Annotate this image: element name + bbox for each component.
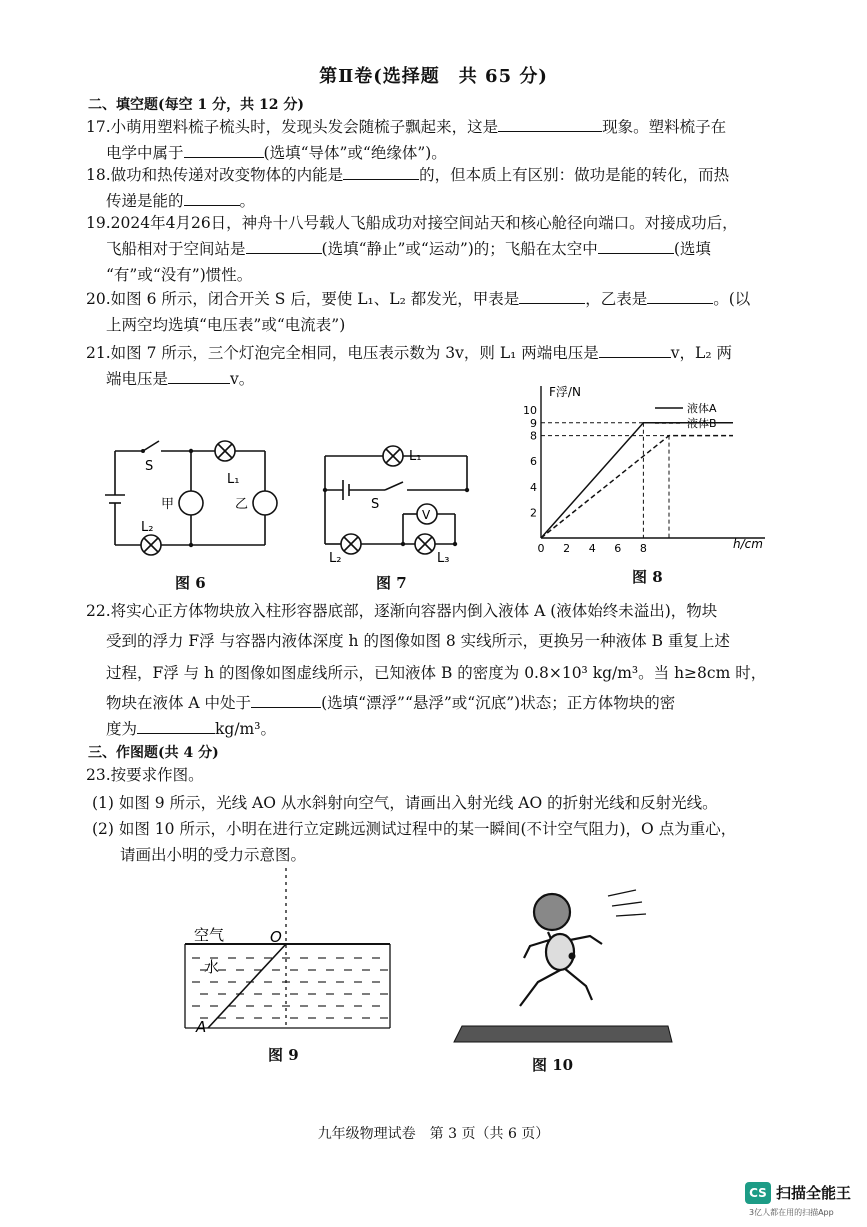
question-23-part2-line2: 请画出小明的受力示意图。 [120, 846, 307, 864]
page-footer: 九年级物理试卷 第 3 页（共 6 页） [317, 1126, 550, 1142]
question-22: 22.将实心正方体物块放入柱形容器底部，逐渐向容器内倒入液体 A (液体始终未溢出)，物块 [86, 602, 718, 620]
fig8-y-axis-label: F浮/N [549, 385, 581, 399]
question-22-line3: 过程，F浮 与 h 的图像如图虚线所示，已知液体 B 的密度为 0.8×10³ kg/m³。当 h≥8cm 时， [106, 664, 767, 682]
q17-blank-1[interactable] [498, 115, 602, 132]
fig8-y-tick-5: 2 [530, 506, 537, 520]
figure-10-caption: 图 10 [532, 1056, 574, 1074]
fig7-l1-label: L₁ [409, 449, 422, 464]
question-22-line4: 物块在液体 A 中处于 (选填“漂浮”“悬浮”或“沉底”)状态；正方体物块的密 [106, 690, 675, 716]
fig7-l2-label: L₂ [329, 551, 342, 566]
question-23: 23.按要求作图。 [86, 766, 204, 784]
figure-7-circuit [315, 440, 485, 570]
fig10-landing-mat [454, 1026, 672, 1042]
question-17: 17.小萌用塑料梳子梳头时，发现头发会随梳子飘起来，这是 现象。塑料梳子在 [86, 114, 726, 140]
fig8-legend-b: 液体B [687, 417, 717, 430]
question-20-line2: 上两空均选填“电压表”或“电流表”) [106, 316, 346, 334]
q21-blank-1[interactable] [599, 341, 671, 358]
fig10-jumper [520, 894, 602, 1006]
question-23-part1: (1) 如图 9 所示，光线 AO 从水斜射向空气，请画出入射光线 AO 的折射光线和反射光线。 [92, 794, 718, 812]
fig6-meter-yi-label: 乙 [235, 497, 249, 512]
fig8-series-b [541, 436, 733, 538]
fig8-y-tick-2: 8 [530, 429, 537, 443]
question-20: 20.如图 6 所示，闭合开关 S 后，要使 L₁、L₂ 都发光，甲表是 ，乙表是 。(以 [86, 286, 750, 312]
fig8-legend-a: 液体A [687, 402, 717, 415]
fig8-x-tick-4: 8 [639, 542, 647, 555]
figure-10-long-jump [440, 876, 690, 1046]
fig6-l1-label: L₁ [227, 472, 240, 487]
fig8-y-tick-1: 9 [530, 416, 537, 430]
q22-blank-2[interactable] [137, 717, 215, 734]
question-17-line2: 电学中属于 (选填“导体”或“绝缘体”)。 [106, 140, 447, 166]
fig8-y-tick-0: 10 [523, 404, 537, 417]
fig8-y-tick-3: 6 [530, 455, 537, 469]
fig9-air-label: 空气 [194, 926, 225, 944]
fig6-meter-jia-label: 甲 [161, 497, 175, 512]
question-19-line2: 飞船相对于空间站是 (选填“静止”或“运动”)的；飞船在太空中 (选填 [106, 236, 711, 262]
fig8-x-tick-2: 4 [588, 542, 596, 555]
cs-logo-icon: CS [745, 1182, 771, 1204]
figure-8-chart [515, 380, 780, 560]
section-drawing-heading: 三、作图题(共 4 分) [88, 745, 219, 761]
q17-blank-2[interactable] [184, 141, 264, 158]
fig6-switch-label: S [145, 459, 154, 474]
fig7-l3-label: L₃ [437, 551, 450, 566]
question-18: 18.做功和热传递对改变物体的内能是 的，但本质上有区别：做功是能的转化，而热 [86, 162, 729, 188]
figure-6-circuit [95, 435, 295, 565]
fig9-point-a: A [196, 1018, 207, 1036]
q19-blank-1[interactable] [246, 237, 322, 254]
q22-blank-1[interactable] [251, 691, 321, 708]
question-19-line3: “有”或“没有”)惯性。 [106, 266, 253, 284]
fig9-point-o: O [270, 928, 282, 946]
fig9-water-label: 水 [204, 958, 220, 976]
fig8-series-a [541, 423, 733, 538]
figure-6-caption: 图 6 [175, 574, 206, 592]
q21-blank-2[interactable] [168, 367, 230, 384]
question-18-line2: 传递是能的 。 [106, 188, 255, 214]
fig8-x-tick-3: 6 [614, 542, 622, 555]
figure-7-caption: 图 7 [376, 574, 407, 592]
scanner-app-logo: CS 扫描全能王 3亿人都在用的扫描App [745, 1180, 860, 1220]
figure-8-caption: 图 8 [632, 568, 663, 586]
q19-blank-2[interactable] [598, 237, 674, 254]
question-21-line2: 端电压是 v。 [106, 366, 254, 392]
fig8-x-tick-0: 0 [537, 542, 545, 555]
question-22-line5: 度为 kg/m³。 [106, 716, 276, 742]
question-22-line2: 受到的浮力 F浮 与容器内液体深度 h 的图像如图 8 实线所示，更换另一种液体 B 重复上述 [106, 632, 730, 650]
q18-blank-1[interactable] [343, 163, 419, 180]
fig10-center-of-gravity [569, 953, 576, 960]
q20-blank-2[interactable] [647, 287, 713, 304]
q18-blank-2[interactable] [184, 189, 240, 206]
fig7-voltmeter-label: V [422, 508, 431, 522]
page-title: 第Ⅱ卷(选择题 共 65 分) [319, 66, 548, 87]
fig9-incident-ray [208, 944, 286, 1028]
q20-blank-1[interactable] [519, 287, 585, 304]
fig8-x-axis-label: h/cm [733, 537, 763, 551]
question-19: 19.2024年4月26日，神舟十八号载人飞船成功对接空间站天和核心舱径向端口。对接成功后， [86, 214, 738, 232]
figure-9-caption: 图 9 [268, 1046, 299, 1064]
fig7-switch-label: S [371, 497, 380, 512]
figure-9-water-air [180, 868, 400, 1038]
question-23-part2: (2) 如图 10 所示，小明在进行立定跳远测试过程中的某一瞬间(不计空气阻力)，O 点为重心， [92, 820, 737, 838]
fig8-y-tick-4: 4 [530, 480, 537, 494]
fig6-l2-label: L₂ [141, 520, 154, 535]
fig8-x-tick-1: 2 [563, 542, 571, 555]
section-fill-in-heading: 二、填空题(每空 1 分，共 12 分) [88, 97, 304, 113]
question-21: 21.如图 7 所示，三个灯泡完全相同，电压表示数为 3v，则 L₁ 两端电压是 v，L₂ 两 [86, 340, 732, 366]
